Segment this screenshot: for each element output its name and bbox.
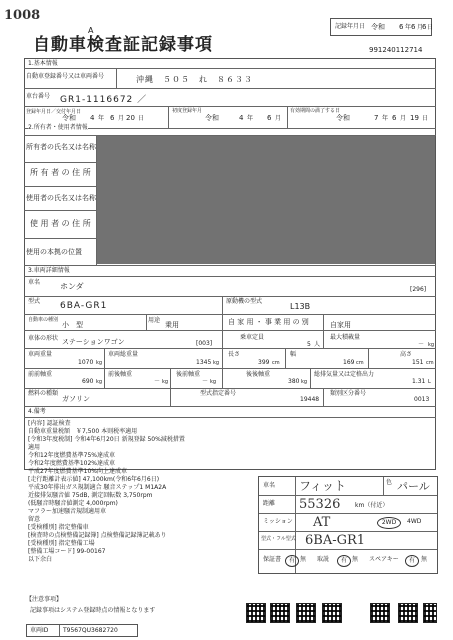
redacted-owner-info bbox=[97, 136, 435, 264]
fr-label: 前後軸重 bbox=[108, 371, 133, 378]
record-date-label: 記録年月日 bbox=[335, 23, 366, 30]
gross-label: 車両総重量 bbox=[108, 351, 139, 358]
weight-value: 1070 bbox=[78, 359, 94, 366]
class-value: 0013 bbox=[414, 396, 430, 403]
rf-label: 後前軸重 bbox=[176, 371, 201, 378]
car-id-label: 車両ID bbox=[30, 627, 49, 634]
qr-code bbox=[270, 603, 290, 623]
ff-label: 前前軸重 bbox=[28, 371, 53, 378]
reg-label: 自動車登録番号又は車両番号 bbox=[26, 73, 105, 80]
section2-title: 2.所有者・使用者情報 bbox=[28, 124, 88, 131]
remark-line: 平成30年排出ガス規制適合 騒音ステップ1 M1A2A bbox=[28, 484, 167, 491]
car-id-box bbox=[26, 624, 138, 637]
mileage-value: 55326 bbox=[299, 497, 341, 512]
section4-title: 4.備考 bbox=[28, 408, 46, 415]
remark-line: [受検種別] 指定整備車 bbox=[28, 524, 89, 531]
car-id-value: T9567QU3682720 bbox=[63, 627, 118, 634]
weight-label: 車両重量 bbox=[28, 351, 53, 358]
fuel-value: ガソリン bbox=[62, 395, 90, 403]
width-value: 169 bbox=[343, 359, 355, 366]
kind-value: 小 型 bbox=[62, 321, 83, 329]
remark-line: [走行距離計表示値] 47,100km(令和6年6月6日) bbox=[28, 476, 160, 483]
length-label: 長さ bbox=[228, 351, 241, 358]
max-load-label: 最大積載量 bbox=[330, 334, 361, 341]
note-text: 記録事項はシステム登録時点の情報となります bbox=[30, 607, 156, 614]
qr-code bbox=[322, 603, 342, 623]
fr-value: － bbox=[154, 378, 161, 385]
expiry-label: 有効期間の満了する日 bbox=[290, 108, 341, 114]
owner-name-label: 所有者の氏名又は名称 bbox=[26, 143, 96, 151]
engine-label: 原動機の型式 bbox=[226, 298, 263, 305]
approval-value: 19448 bbox=[300, 396, 320, 403]
remark-line: [検査時の点検整備記録簿] 点検整備記録簿記載あり bbox=[28, 532, 167, 539]
kind-label: 自動車の種別 bbox=[28, 317, 59, 323]
record-date-day: 6 bbox=[422, 23, 427, 31]
use-value: 乗用 bbox=[165, 321, 179, 329]
manual-label: 取説 bbox=[317, 556, 330, 563]
spare-key-label: スペアキー bbox=[369, 556, 399, 563]
ff-value: 690 bbox=[82, 378, 94, 385]
handwritten-number: 1008 bbox=[4, 8, 41, 23]
note-title: 【注意事項】 bbox=[26, 596, 63, 603]
first-year-label: 初度登録年月 bbox=[172, 108, 203, 114]
gross-value: 1345 bbox=[196, 359, 212, 366]
height-value: 151 bbox=[412, 359, 424, 366]
maker-value: ホンダ bbox=[60, 282, 84, 291]
rr-label: 後後軸重 bbox=[246, 371, 271, 378]
remark-line: 適用 bbox=[28, 444, 41, 451]
doc-number: 991240112714 bbox=[369, 46, 423, 54]
document-title: 自動車検査証記録事項 bbox=[33, 35, 213, 55]
manual-no: 無 bbox=[352, 556, 359, 563]
reg-value: 沖縄 ５０５ れ ８６３３ bbox=[136, 75, 253, 84]
mission-label: ミッション bbox=[263, 518, 293, 525]
expiry-value: 令和 7 年 6 月 19 日 bbox=[336, 114, 429, 122]
remark-line: 令和12年度燃費基準75%達成車 bbox=[28, 452, 115, 459]
remark-line: 以下余白 bbox=[28, 556, 53, 563]
body-code: [003] bbox=[196, 340, 213, 347]
fuel-label: 燃料の種類 bbox=[28, 390, 59, 397]
remark-line: 近接排気騒音値 75dB, 測定回転数 3,750rpm bbox=[28, 492, 153, 499]
qr-code bbox=[398, 603, 418, 623]
record-date-era: 令和 bbox=[371, 23, 385, 31]
length-value: 399 bbox=[258, 359, 270, 366]
drive-2wd-option: 2WD bbox=[377, 517, 401, 529]
body-value: ステーションワゴン bbox=[62, 338, 125, 346]
model-full-value: 6BA-GR1 bbox=[305, 533, 366, 548]
remark-line: [整備工場コード] 99-00167 bbox=[28, 548, 106, 555]
maker-label: 車名 bbox=[28, 279, 41, 286]
record-date-year: 6 bbox=[399, 23, 404, 31]
model-full-label: 型式・フル型式 bbox=[261, 536, 296, 542]
section3-title: 3.車両詳細情報 bbox=[28, 267, 70, 274]
car-name-value: フィット bbox=[299, 479, 347, 493]
warranty-yes: 有 bbox=[285, 555, 299, 567]
remark-line: 令和2年度燃費基準102%達成車 bbox=[28, 460, 115, 467]
qr-code bbox=[296, 603, 316, 623]
class-label: 類別区分番号 bbox=[330, 390, 367, 397]
warranty-label: 保証書 bbox=[263, 556, 282, 563]
remark-line: 留意 bbox=[28, 516, 41, 523]
capacity-label: 乗車定員 bbox=[240, 334, 265, 341]
chassis-label: 車台番号 bbox=[26, 93, 51, 100]
mission-value: AT bbox=[313, 515, 331, 530]
rf-value: － bbox=[202, 378, 209, 385]
spare-key-yes: 有 bbox=[405, 555, 419, 567]
record-date-month: 6 bbox=[411, 23, 416, 31]
private-value: 自家用 bbox=[330, 321, 351, 329]
section1-title: 1.基本情報 bbox=[28, 60, 58, 67]
displacement-value: 1.31 bbox=[412, 378, 426, 385]
user-name-label: 使用者の氏名又は名称 bbox=[26, 194, 96, 202]
mileage-label: 距離 bbox=[263, 500, 276, 507]
use-label: 用途 bbox=[148, 317, 161, 324]
max-load-value: － bbox=[418, 341, 425, 348]
model-label: 型式 bbox=[28, 298, 41, 305]
width-label: 幅 bbox=[290, 351, 297, 358]
remark-line: [受検種別] 指定整備工場 bbox=[28, 540, 95, 547]
remark-line: 自動車重量税額 ￥7,500 本則税率適用 bbox=[28, 428, 138, 435]
remark-line: [令和3年度税制] 令和4年6月20日 新規登録 50%減税措置 bbox=[28, 436, 185, 443]
dealer-card bbox=[258, 476, 438, 574]
warranty-no: 無 bbox=[300, 556, 307, 563]
body-label: 車体の形状 bbox=[28, 335, 59, 342]
user-address-label: 使 用 者 の 住 所 bbox=[30, 219, 91, 228]
color-value: パール bbox=[397, 480, 430, 493]
model-value: 6BA-GR1 bbox=[60, 301, 108, 311]
qr-code bbox=[423, 603, 437, 623]
first-reg-value: 令和 4 年 6 月 20 日 bbox=[62, 114, 145, 122]
displacement-label: 総排気量又は定格出力 bbox=[314, 371, 375, 378]
maker-code: [296] bbox=[410, 286, 427, 293]
qr-code bbox=[370, 603, 390, 623]
engine-value: L13B bbox=[290, 302, 311, 311]
record-date-box: 記録年月日 令和 6 年 6 月 6 日 bbox=[330, 18, 432, 36]
height-label: 高さ bbox=[400, 351, 413, 358]
base-location-label: 使用の本拠の位置 bbox=[26, 248, 82, 256]
remarks-list bbox=[28, 420, 253, 564]
remark-line: (低騒音時騒音値測定 4,000rpm) bbox=[28, 500, 118, 507]
chassis-value: GR1-1116672 ／ bbox=[60, 95, 148, 105]
remark-line: 平成27年度燃費基準10%向上達成車 bbox=[28, 468, 127, 475]
rr-value: 380 bbox=[288, 378, 300, 385]
remark-line: [内容] 認証検査 bbox=[28, 420, 71, 427]
approval-label: 型式指定番号 bbox=[200, 390, 237, 397]
mileage-unit: km（付近） bbox=[355, 502, 389, 509]
spare-key-no: 無 bbox=[421, 556, 428, 563]
car-name-label: 車名 bbox=[263, 482, 276, 489]
first-year-value: 令和 4 年 6 月 bbox=[205, 114, 282, 122]
drive-4wd-option: 4WD bbox=[407, 518, 422, 525]
color-label: 色 bbox=[386, 479, 393, 486]
small-mark: A bbox=[88, 26, 94, 35]
remark-line: マフラー加速騒音規制適用車 bbox=[28, 508, 107, 515]
qr-code bbox=[246, 603, 266, 623]
capacity-value: 5 bbox=[307, 341, 311, 348]
first-reg-label: 登録年月日／交付年月日 bbox=[26, 109, 82, 115]
manual-yes: 有 bbox=[337, 555, 351, 567]
owner-address-label: 所 有 者 の 住 所 bbox=[30, 168, 91, 177]
private-label: 自 家 用 ・ 事 業 用 の 別 bbox=[228, 318, 309, 326]
